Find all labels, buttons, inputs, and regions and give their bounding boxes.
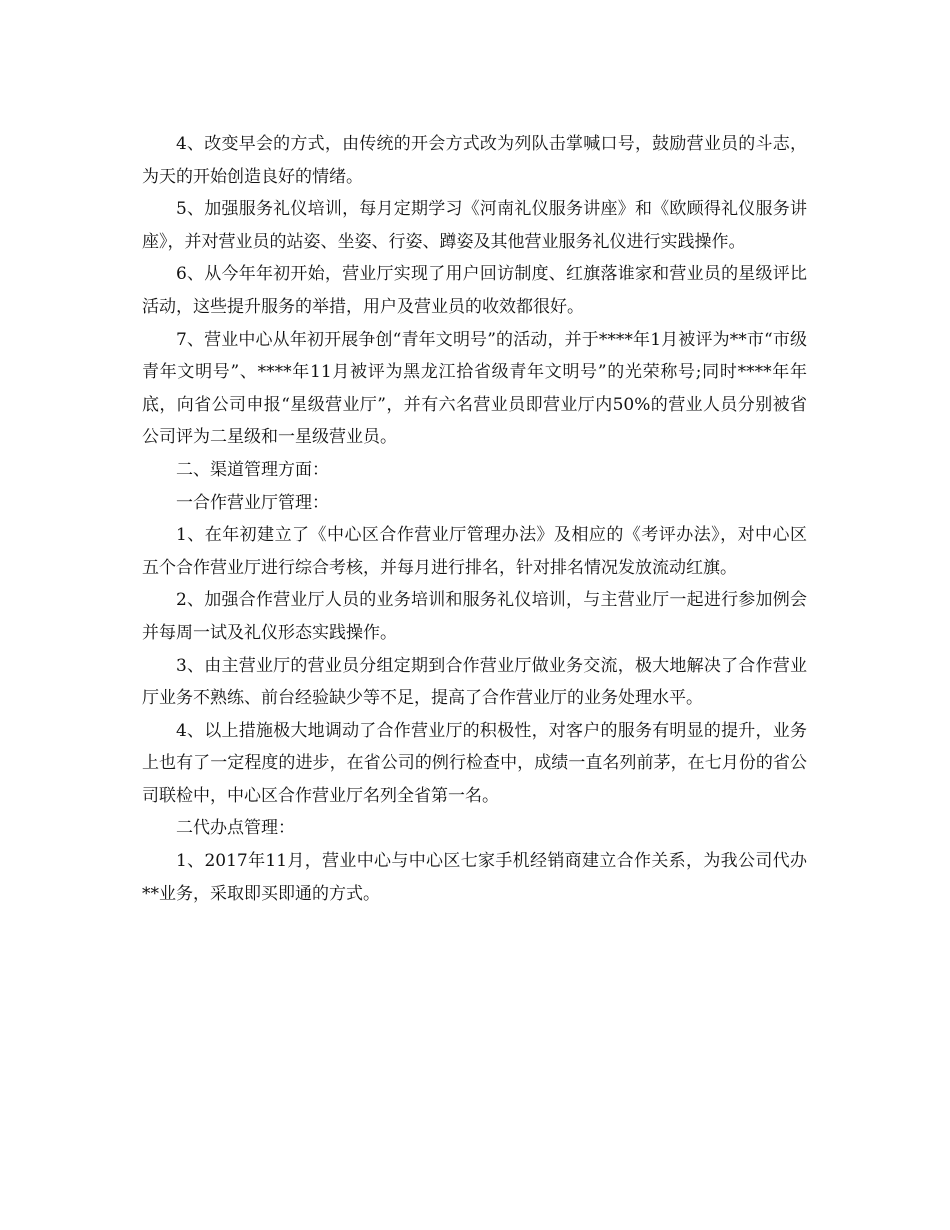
subsection-heading-agent-points: 二代办点管理：: [176, 818, 295, 839]
paragraph-star-rating: 6、从今年年初开始，营业厅实现了用户回访制度、红旗落谁家和营业员的星级评比活动，这些提升服务的举措，用户及营业员的收效都很好。: [142, 264, 807, 317]
section-heading-channel-management: 二、渠道管理方面：: [176, 459, 329, 480]
paragraph-results: 4、以上措施极大地调动了合作营业厅的积极性，对客户的服务有明显的提升，业务上也有了一定程度的进步，在省公司的例行检查中，成绩一直名列前茅，在七月份的省公司联检中，中心区合作营业厅名列全省第一名。: [142, 720, 807, 806]
paragraph-assessment-rules: 1、在年初建立了《中心区合作营业厅管理办法》及相应的《考评办法》，对中心区五个合作营业厅进行综合考核，并每月进行排名，针对排名情况发放流动红旗。: [142, 525, 807, 578]
document-body: [142, 128, 807, 910]
paragraph-dealer-cooperation: 1、2017年11月，营业中心与中心区七家手机经销商建立合作关系，为我公司代办**业务，采取即买即通的方式。: [142, 851, 807, 904]
paragraph-partner-training: 2、加强合作营业厅人员的业务培训和服务礼仪培训，与主营业厅一起进行参加例会并每周一试及礼仪形态实践操作。: [142, 590, 807, 643]
subsection-heading-partner-halls: 一合作营业厅管理：: [176, 492, 329, 513]
paragraph-morning-meeting: 4、改变早会的方式，由传统的开会方式改为列队击掌喊口号，鼓励营业员的斗志，为天的开始创造良好的情绪。: [142, 134, 807, 187]
paragraph-civilization-award: 7、营业中心从年初开展争创“青年文明号”的活动，并于****年1月被评为**市“市级青年文明号”、****年11月被评为黑龙江拾省级青年文明号”的光荣称号;同时****年年底，向省公司申报“星级营业厅”，并有六名营业员即营业厅内50%的营业人员分别被省公司评为二星级和一星级营业员。: [142, 329, 807, 448]
paragraph-etiquette-training: 5、加强服务礼仪培训，每月定期学习《河南礼仪服务讲座》和《欧顾得礼仪服务讲座》，并对营业员的站姿、坐姿、行姿、蹲姿及其他营业服务礼仪进行实践操作。: [142, 199, 807, 252]
paragraph-business-exchange: 3、由主营业厅的营业员分组定期到合作营业厅做业务交流，极大地解决了合作营业厅业务不熟练、前台经验缺少等不足，提高了合作营业厅的业务处理水平。: [142, 655, 807, 709]
